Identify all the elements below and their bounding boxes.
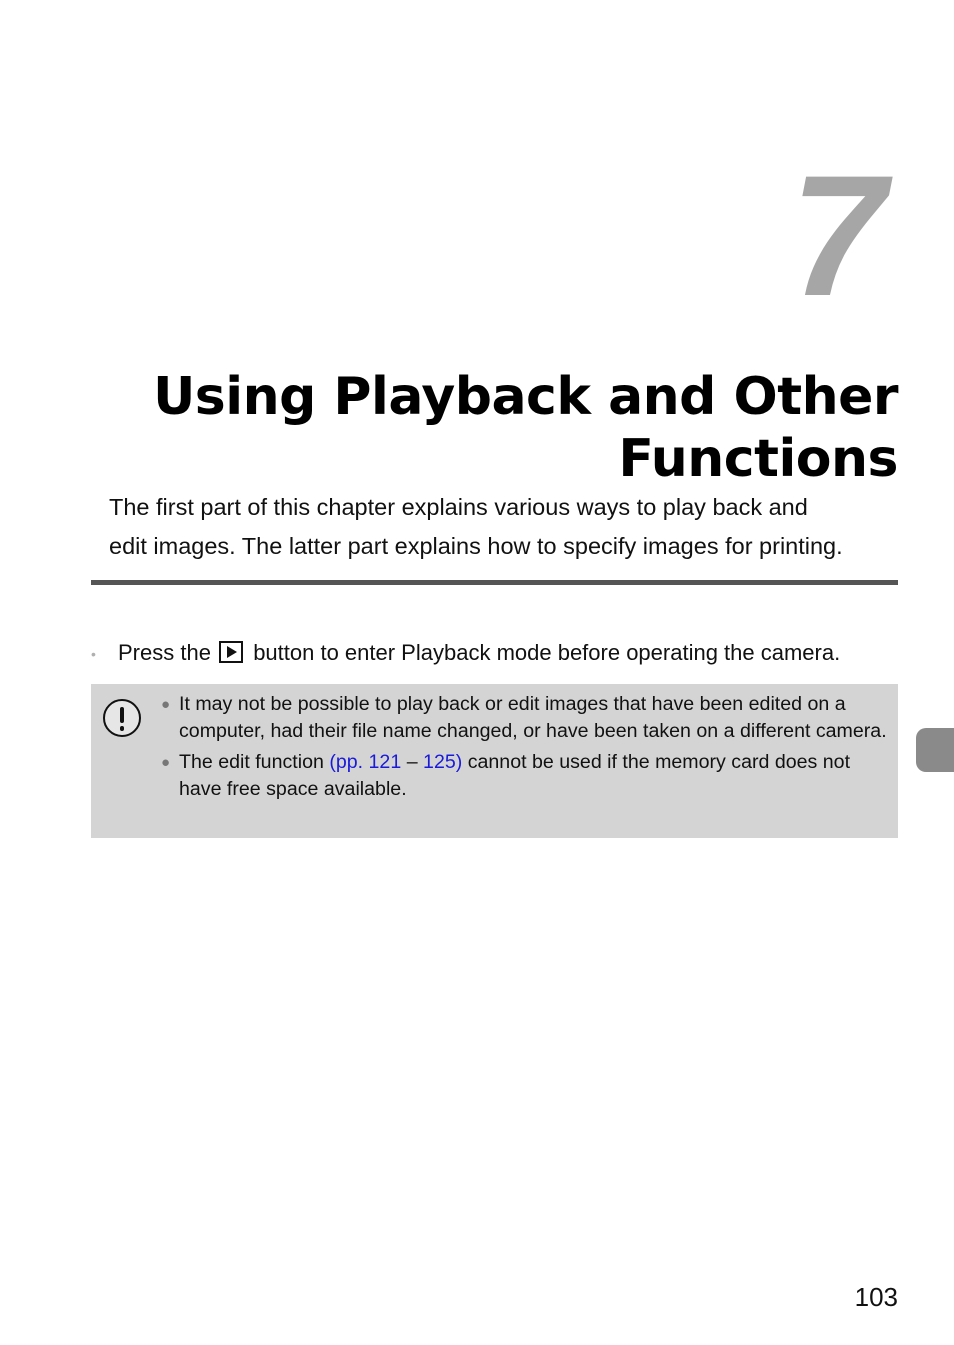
chapter-title-line-2: Functions xyxy=(618,429,898,489)
caution-item-text: It may not be possible to play back or edit images that have been edited on a computer, had their file name changed, or have been taken on a different camera. xyxy=(179,693,887,742)
chapter-side-tab xyxy=(916,728,954,772)
caution-list xyxy=(161,691,891,807)
playback-button-icon xyxy=(219,641,243,663)
caution-item-text-after: cannot be used if the memory card does not have free space available. xyxy=(179,751,851,800)
instruction-text-before: Press the xyxy=(118,640,211,665)
chapter-intro xyxy=(109,488,909,566)
page-range-dash: – xyxy=(406,751,418,773)
chapter-number: 7 xyxy=(790,140,882,332)
section-divider xyxy=(91,580,898,585)
instruction-text-after: button to enter Playback mode before operating the camera. xyxy=(253,640,841,665)
caution-icon xyxy=(103,699,141,737)
page-link-121[interactable]: (pp. 121 xyxy=(329,751,402,773)
playback-instruction xyxy=(91,638,898,669)
bullet: ● xyxy=(161,696,171,713)
chapter-title-line-1: Using Playback and Other xyxy=(153,367,898,427)
caution-item-text-before: The edit function xyxy=(179,751,324,773)
chapter-title xyxy=(78,366,898,490)
bullet: • xyxy=(91,646,96,663)
caution-item xyxy=(161,749,891,803)
page-link-125[interactable]: 125) xyxy=(423,751,463,773)
caution-box xyxy=(91,684,898,838)
bullet: ● xyxy=(161,754,171,771)
intro-line-2: edit images. The latter part explains how to specify images for printing. xyxy=(109,533,843,559)
intro-line-1: The first part of this chapter explains various ways to play back and xyxy=(109,494,808,520)
page-number: 103 xyxy=(854,1282,898,1312)
caution-item xyxy=(161,691,891,745)
